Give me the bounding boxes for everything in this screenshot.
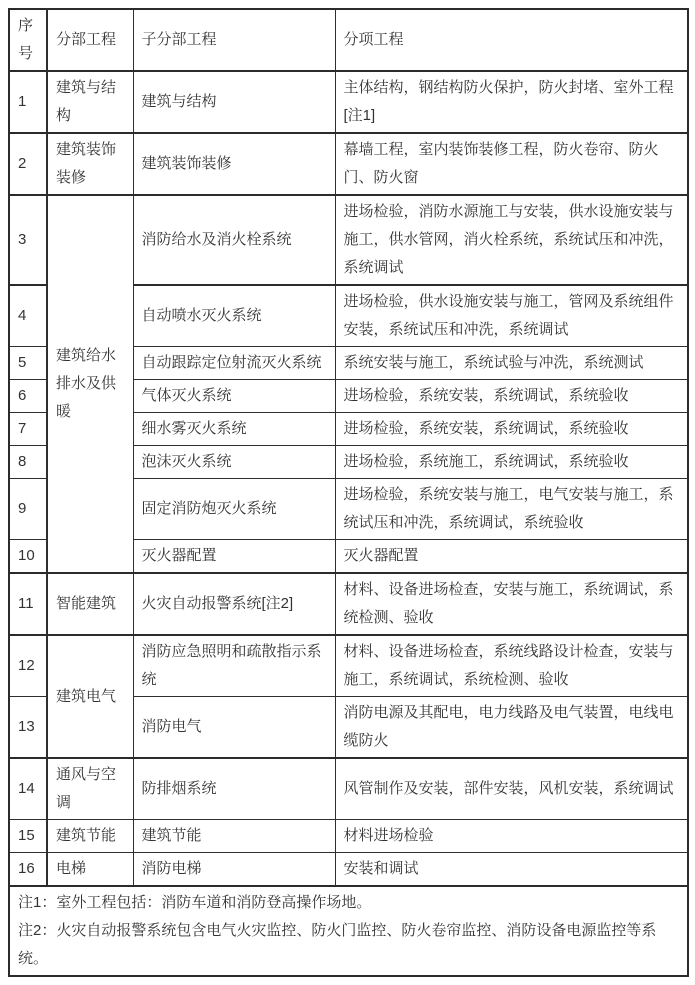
division-cell: 电梯 [47, 853, 133, 887]
subdivision-cell: 灭火器配置 [133, 540, 335, 574]
no-cell: 7 [9, 413, 47, 446]
items-cell: 安装和调试 [335, 853, 688, 887]
no-cell: 13 [9, 697, 47, 759]
subdivision-cell: 固定消防炮灭火系统 [133, 479, 335, 540]
table-row [9, 133, 688, 195]
table-row [9, 635, 688, 697]
no-cell: 15 [9, 820, 47, 853]
subdivision-cell: 消防电气 [133, 697, 335, 759]
table-notes-row [9, 886, 688, 976]
fire-protection-division-table [8, 8, 689, 977]
subdivision-cell: 泡沫灭火系统 [133, 446, 335, 479]
items-cell: 进场检验，消防水源施工与安装，供水设施安装与施工，供水管网，消火栓系统，系统试压和冲洗，系统调试 [335, 195, 688, 285]
subdivision-cell: 防排烟系统 [133, 758, 335, 820]
table-row [9, 820, 688, 853]
division-cell: 建筑装饰装修 [47, 133, 133, 195]
table-row [9, 195, 688, 285]
subdivision-cell: 建筑与结构 [133, 71, 335, 133]
note-2: 注2：火灾自动报警系统包含电气火灾监控、防火门监控、防火卷帘监控、消防设备电源监控等系统。 [18, 922, 657, 967]
subdivision-cell: 消防应急照明和疏散指示系统 [133, 635, 335, 697]
no-cell: 12 [9, 635, 47, 697]
table-row [9, 853, 688, 887]
items-cell: 进场检验，系统安装，系统调试，系统验收 [335, 413, 688, 446]
subdivision-cell: 消防给水及消火栓系统 [133, 195, 335, 285]
items-cell: 进场检验，系统施工，系统调试，系统验收 [335, 446, 688, 479]
items-cell: 进场检验，供水设施安装与施工，管网及系统组件安装，系统试压和冲洗，系统调试 [335, 285, 688, 347]
table-header-row [9, 9, 688, 71]
division-cell: 通风与空调 [47, 758, 133, 820]
no-cell: 6 [9, 380, 47, 413]
header-no: 序号 [9, 9, 47, 71]
division-cell-merged: 建筑给水排水及供暖 [47, 195, 133, 573]
no-cell: 10 [9, 540, 47, 574]
subdivision-cell: 细水雾灭火系统 [133, 413, 335, 446]
items-cell: 进场检验，系统安装与施工，电气安装与施工，系统试压和冲洗，系统调试，系统验收 [335, 479, 688, 540]
division-cell-merged: 建筑电气 [47, 635, 133, 758]
subdivision-cell: 消防电梯 [133, 853, 335, 887]
division-cell: 建筑节能 [47, 820, 133, 853]
table-row [9, 573, 688, 635]
notes-cell [9, 886, 688, 976]
no-cell: 14 [9, 758, 47, 820]
items-cell: 幕墙工程，室内装饰装修工程，防火卷帘、防火门、防火窗 [335, 133, 688, 195]
header-item: 分项工程 [335, 9, 688, 71]
no-cell: 1 [9, 71, 47, 133]
subdivision-cell: 建筑装饰装修 [133, 133, 335, 195]
items-cell: 进场检验，系统安装，系统调试，系统验收 [335, 380, 688, 413]
items-cell: 系统安装与施工，系统试验与冲洗，系统测试 [335, 347, 688, 380]
items-cell: 材料、设备进场检查，安装与施工，系统调试，系统检测、验收 [335, 573, 688, 635]
items-cell: 消防电源及其配电，电力线路及电气装置，电线电缆防火 [335, 697, 688, 759]
items-cell: 材料进场检验 [335, 820, 688, 853]
division-cell: 建筑与结构 [47, 71, 133, 133]
items-cell: 灭火器配置 [335, 540, 688, 574]
items-cell: 材料、设备进场检查，系统线路设计检查，安装与施工，系统调试，系统检测、验收 [335, 635, 688, 697]
note-1: 注1：室外工程包括：消防车道和消防登高操作场地。 [18, 894, 372, 911]
no-cell: 3 [9, 195, 47, 285]
no-cell: 16 [9, 853, 47, 887]
no-cell: 8 [9, 446, 47, 479]
subdivision-cell: 自动喷水灭火系统 [133, 285, 335, 347]
no-cell: 2 [9, 133, 47, 195]
division-cell: 智能建筑 [47, 573, 133, 635]
subdivision-cell: 气体灭火系统 [133, 380, 335, 413]
items-cell: 风管制作及安装，部件安装，风机安装，系统调试 [335, 758, 688, 820]
no-cell: 11 [9, 573, 47, 635]
no-cell: 9 [9, 479, 47, 540]
subdivision-cell: 建筑节能 [133, 820, 335, 853]
table-row [9, 71, 688, 133]
no-cell: 4 [9, 285, 47, 347]
no-cell: 5 [9, 347, 47, 380]
header-subdivision: 子分部工程 [133, 9, 335, 71]
table-row [9, 758, 688, 820]
header-division: 分部工程 [47, 9, 133, 71]
subdivision-cell: 火灾自动报警系统[注2] [133, 573, 335, 635]
items-cell: 主体结构，钢结构防火保护，防火封堵、室外工程[注1] [335, 71, 688, 133]
subdivision-cell: 自动跟踪定位射流灭火系统 [133, 347, 335, 380]
